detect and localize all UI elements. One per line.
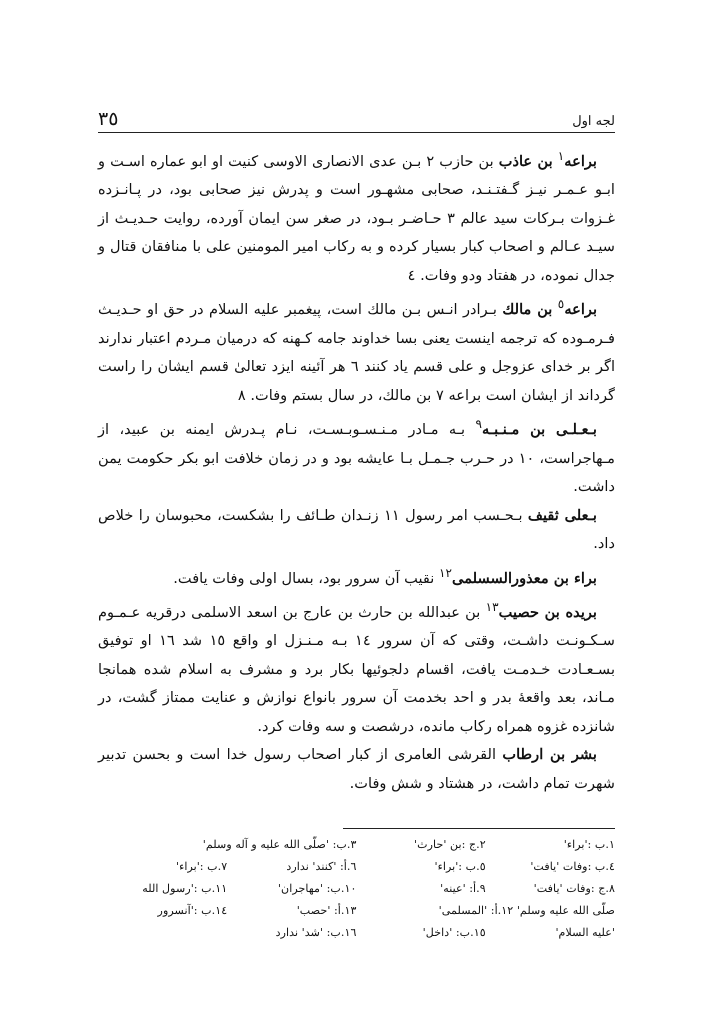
entry-yala-ibn-munyah [98,410,615,501]
footnote: 'علیه السلام' [555,926,615,939]
footnote: ٢.ج :بن 'حارث' [414,838,486,851]
entry-term: بـعـلـی بن مـنـبـه [481,421,597,439]
entry-term: بـعلی ثقیف [527,506,597,524]
footnote: ١٥.ب: 'داخل' [422,926,486,939]
entry-term: براعه [564,301,598,319]
footnote: ٧.ب :'براء' [176,860,228,873]
header-rule [98,132,615,133]
entry-bara-ibn-marur [98,559,615,593]
entry-term: براعه [564,152,597,170]
footnote-row [98,922,615,944]
entry-text: بـحـسب امر رسول ١١ زنـدان طـائف را بشکست، محبوسان را خلاص داد. [98,506,615,553]
footnote: ٩.أ: 'عینه' [440,882,486,895]
footnote: ١٦.ب: 'شد' ندارد [275,926,357,939]
entry-buraydah-ibn-husayb [98,593,615,741]
footnote-rule [343,828,615,829]
footnote-ref: ٥ [557,297,565,312]
footnote: ٨.ج :وفات 'یافت' [533,882,615,895]
entry-term: بریده بن حصیب [498,603,597,621]
footnote-row [98,856,615,878]
entry-baraah-ibn-azib [98,142,615,290]
entry-baraah-ibn-malik [98,290,615,410]
entry-title: بن مالك [502,301,553,319]
entry-title: بن عاذب [498,152,553,170]
footnote: ٣.ب: 'صلّی الله علیه و آله وسلم' [202,838,357,851]
footnote-row [98,878,615,900]
running-title: لجه اول [572,114,615,129]
entry-text: القرشی العامری از کبار اصحاب رسول خدا است و بحسن تدبیر شهرت تمام داشت، در هشتاد و شش وفات. [98,746,615,792]
entry-term: براء بن معذورالسسلمی [452,569,597,587]
entry-text: بن حازب ٢ بـن عدی الانصاری الاوسی کنیت او ابو عماره اسـت و ابـو عـمـر نیـز گـفتـنـد، صحابی مشهـور است و پدرش نیز صحابی بود، در پـانـزده غـزوات بـرکات سید عالم ٣ حـاضـر بـود، در صغر سن ایمان آورده، روایت حـدیـث از سیـد عـالم و اصحاب کبار بسیار کرده و به رکاب امیر المومنین علی با منافقان قتال و جدال نموده، در هفتاد ودو وفات. ٤ [98,152,616,284]
footnote-row [98,900,615,922]
entry-text: نقیب آن سرور بود، بسال اولی وفات یافت. [173,569,439,587]
footnote: ٤.ب :وفات 'یافت' [530,860,615,873]
entry-text: بن عبدالله بن حارث بن عارج بن اسعد الاسلمی درقریه عـمـوم سـکـونـت داشـت، وقتی که آن سرور ١٤ بـه مـنـزل او واقع ١٥ شد ١٦ او توفیق بسـعـادت خـدمـت یافت، اقسام دلجوئیها بکار برد و مشرف به اسلام شده همانجا مـاند، بعد واقعهٔ بدر و احد بخدمت آن سرور بانواع نوازش و عنایت ممتاز گشت، در شانزده غزوه همراه رکاب مانده، درشصت و سه وفات کرد. [98,603,615,735]
footnote: ١٠.ب: 'مهاجران' [277,882,357,895]
footnote: ٦.أ: 'کنند' ندارد [286,860,357,873]
footnote-ref: ٩ [475,417,482,432]
footnote: ١٣.أ: 'حصب' [296,904,357,917]
footnote-ref: ١ [557,149,565,163]
page-number: ٣٥ [98,108,119,130]
footnote: ٥.ب :'براء' [434,860,486,873]
footnote-row [98,834,615,856]
entry-term: بشر بن ارطاب [502,746,597,764]
footnotes [98,834,615,944]
footnote: صلّی الله علیه وسلم' ١٢.أ: 'المسلمی' [438,904,615,917]
entry-yala-thaqif [98,502,615,559]
footnote: ١.ب :'براء' [563,838,615,851]
footnote: ١٤.ب :'آنسرور [157,904,228,917]
main-text [98,142,615,798]
entry-text: بـرادر انـس بـن مالك است، پیغمبر علیه السلام در حق او حـدیـث فـرمـوده که ترجمه اینست یعنی بسا خداوند جامه کـهنه که درمیان مـردم اعتبار ندارند اگر بر خدای عزوجل و علی قسم یاد کنند ٦ هر آئینه ایزد تعالیٰ قسم ایشان را راست گرداند از ایشان است براعه ٧ بن مالك، در سال بستم وفات. ٨ [98,301,616,404]
entry-bishr-ibn-artat [98,741,615,798]
footnote-ref: ١٣ [485,599,499,614]
entry-text: بـه مـادر مـنـسـوبـسـت، نـام پـدرش ایمنه بن عبید، از مـهاجراست، ١٠ در حـرب جـمـل بـا عایشه بود و در زمان خلافت ابو بکر حکومت یمن داشت. [98,421,615,496]
page-header [98,108,615,130]
footnote-ref: ١٢ [438,565,453,580]
footnote: ١١.ب :'رسول الله [142,882,228,895]
